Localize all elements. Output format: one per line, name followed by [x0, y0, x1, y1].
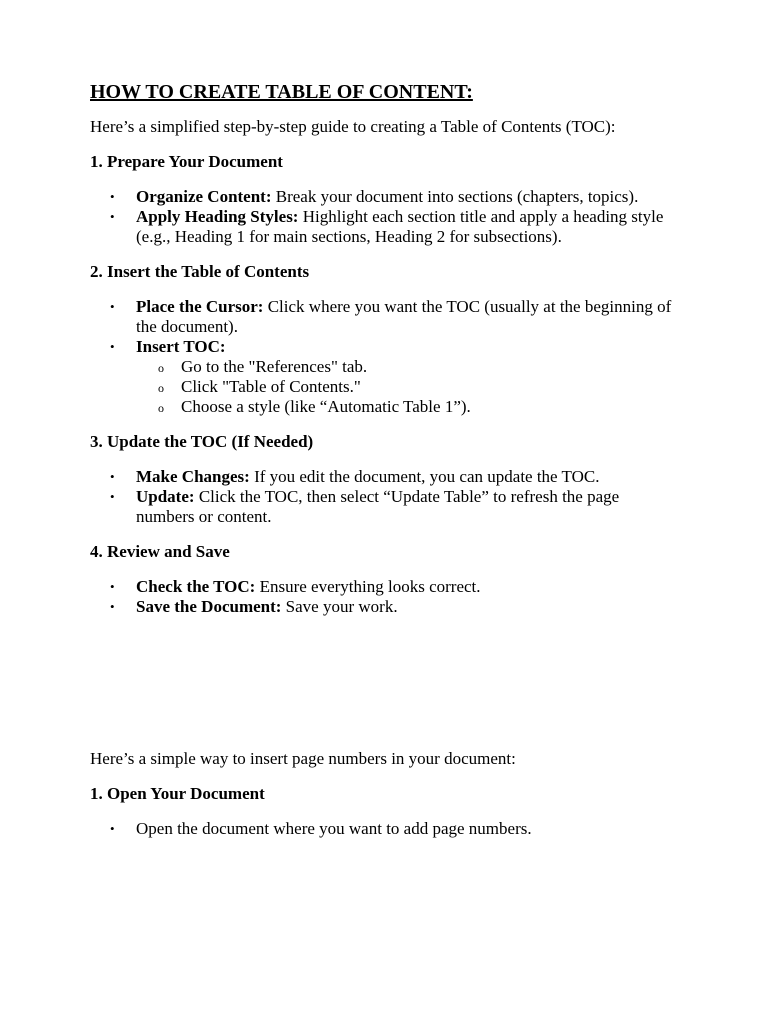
item-label: Update: — [136, 487, 195, 506]
list-item — [90, 487, 678, 527]
step-heading: 1. Open Your Document — [90, 784, 265, 803]
item-text: Click the TOC, then select “Update Table” to refresh the page numbers or content. — [136, 487, 620, 526]
intro-paragraph: Here’s a simplified step-by-step guide to creating a Table of Contents (TOC): — [90, 117, 616, 136]
bullet-list — [90, 297, 678, 417]
item-text: Click where you want the TOC (usually at the beginning of the document). — [136, 297, 672, 336]
step-heading: 3. Update the TOC (If Needed) — [90, 432, 314, 451]
list-item — [90, 597, 678, 617]
item-label: Save the Document: — [136, 597, 282, 616]
document-title: HOW TO CREATE TABLE OF CONTENT: — [90, 81, 473, 103]
item-label: Apply Heading Styles: — [136, 207, 299, 226]
list-item: • Open the document where you want to add page numbers. — [90, 819, 678, 839]
item-text: Save your work. — [281, 597, 398, 616]
list-item — [90, 577, 678, 597]
list-item — [90, 207, 678, 247]
item-label: Place the Cursor: — [136, 297, 264, 316]
step-heading: 2. Insert the Table of Contents — [90, 262, 310, 281]
step-heading: 4. Review and Save — [90, 542, 230, 561]
item-text: Ensure everything looks correct. — [255, 577, 481, 596]
list-item — [90, 467, 678, 487]
item-label: Make Changes: — [136, 467, 250, 486]
item-label: Organize Content: — [136, 187, 272, 206]
list-item — [90, 297, 678, 337]
item-label: Check the TOC: — [136, 577, 256, 596]
sub-list-item: o Click "Table of Contents." — [136, 377, 678, 397]
item-label: Insert TOC: — [136, 337, 226, 356]
bullet-list — [90, 187, 678, 247]
bullet-list — [90, 467, 678, 527]
page-numbers-intro: Here’s a simple way to insert page numbers in your document: — [90, 749, 516, 768]
blank-space — [90, 632, 678, 749]
sub-list-item: o Choose a style (like “Automatic Table 1”). — [136, 397, 678, 417]
list-item — [90, 187, 678, 207]
sub-list — [136, 357, 678, 417]
item-text: If you edit the document, you can update the TOC. — [249, 467, 600, 486]
bullet-list — [90, 577, 678, 617]
item-text: Break your document into sections (chapters, topics). — [271, 187, 639, 206]
bullet-list — [90, 819, 678, 839]
step-heading: 1. Prepare Your Document — [90, 152, 283, 171]
item-text: Highlight each section title and apply a heading style (e.g., Heading 1 for main sections, Heading 2 for subsections). — [136, 207, 664, 246]
sub-list-item: o Go to the "References" tab. — [136, 357, 678, 377]
list-item — [90, 337, 678, 417]
